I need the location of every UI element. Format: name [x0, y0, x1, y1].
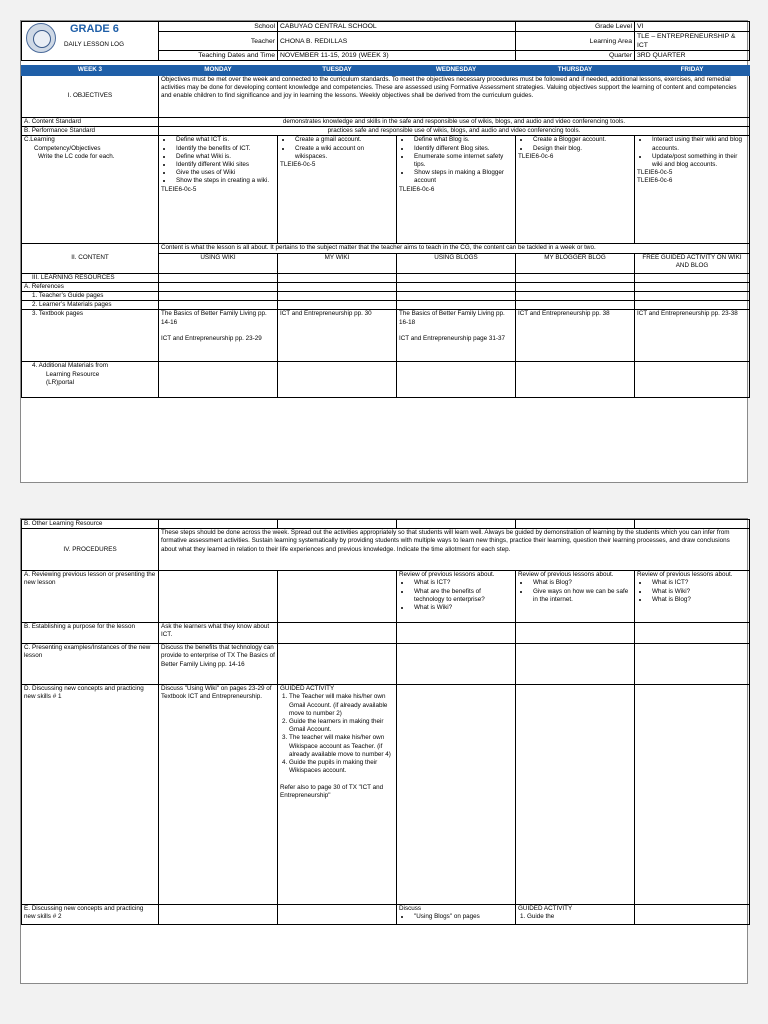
teacher-label: Teacher [159, 32, 278, 51]
discussing-2-label: E. Discussing new concepts and practicing new skills # 2 [22, 905, 159, 925]
topic-friday: FREE GUIDED ACTIVITY ON WIKI AND BLOG [635, 253, 750, 273]
purpose-monday: Ask the learners what they know about ICT. [159, 623, 278, 644]
lesson-log-page-1 [20, 20, 748, 483]
textbook-monday: The Basics of Better Family Living pp. 14-16 ICT and Entrepreneurship pp. 23-29 [159, 310, 278, 362]
school-label: School [159, 22, 278, 32]
grade-title: GRADE 6 [70, 23, 119, 35]
references-label: A. References [22, 282, 159, 291]
performance-standard-label: B. Performance Standard [22, 127, 159, 136]
learning-resources-label: III. LEARNING RESOURCES [22, 273, 159, 282]
topic-thursday: MY BLOGGER BLOG [516, 253, 635, 273]
competency-friday: • Interact using their wiki and blog accounts. • Update/post something in their wiki and blog accounts. TLEIE6-0c-5 TLEIE6-0c-6 [635, 136, 750, 244]
dates-value: NOVEMBER 11-15, 2019 (WEEK 3) [278, 51, 516, 61]
discussing-2-wednesday: Discuss • "Using Blogs" on pages [397, 905, 516, 925]
day-friday: FRIDAY [635, 66, 750, 76]
dates-label: Teaching Dates and Time [159, 51, 278, 61]
topic-wednesday: USING BLOGS [397, 253, 516, 273]
textbook-label: 3. Textbook pages [22, 310, 159, 362]
objectives-text: Objectives must be met over the week and connected to the curriculum standards. To meet the objectives necessary procedures must be followed and if needed, additional lessons, exercises, and remedial activities may be done for developing content knowledge and competencies. These are assessed using Formative Assessment strategies. Valuing objectives support the learning of content and competencies and enable children to find significance and joy in learning the lessons. Weekly objectives shall be derived from the curriculum guides. [159, 76, 750, 118]
purpose-label: B. Establishing a purpose for the lesson [22, 623, 159, 644]
quarter-value: 3RD QUARTER [635, 51, 750, 61]
content-text: Content is what the lesson is all about. It pertains to the subject matter that the teacher aims to teach in the CG, the content can be tackled in a week or two. [159, 244, 750, 253]
topic-monday: USING WIKI [159, 253, 278, 273]
review-friday: Review of previous lessons about. • What is ICT? • What is Wiki? • What is Blog? [635, 571, 750, 623]
objectives-label: I. OBJECTIVES [22, 76, 159, 118]
presenting-label: C. Presenting examples/Instances of the new lesson [22, 644, 159, 685]
discussing-1-monday: Discuss "Using Wiki" on pages 23-29 of Textbook ICT and Entrepreneurship. [159, 685, 278, 905]
competency-label: C.Learning Competency/Objectives Write the LC code for each. [22, 136, 159, 244]
content-standard-text: demonstrates knowledge and skills in the safe and responsible use of wikis, blogs, and audio and video conferencing tools. [159, 118, 750, 127]
textbook-thursday: ICT and Entrepreneurship pp. 38 [516, 310, 635, 362]
day-monday: MONDAY [159, 66, 278, 76]
competency-monday: • Define what ICT is. • Identify the benefits of ICT. • Define what Wiki is. • Identify different Wiki sites • Give the uses of Wiki • Show the steps in creating a wiki. TLEIE6-0c-5 [159, 136, 278, 244]
competency-tuesday: • Create a gmail account. • Create a wiki account on wikispaces. TLEIE6-0c-5 [278, 136, 397, 244]
discussing-1-label: D. Discussing new concepts and practicing new skills # 1 [22, 685, 159, 905]
header-logo-cell [22, 22, 159, 61]
school-value: CABUYAO CENTRAL SCHOOL [278, 22, 516, 32]
learning-area-label: Learning Area [516, 32, 635, 51]
content-label: II. CONTENT [22, 244, 159, 273]
textbook-wednesday: The Basics of Better Family Living pp. 16-18 ICT and Entrepreneurship page 31-37 [397, 310, 516, 362]
textbook-tuesday: ICT and Entrepreneurship pp. 30 [278, 310, 397, 362]
content-standard-label: A. Content Standard [22, 118, 159, 127]
competency-wednesday: • Define what Blog is. • Identify different Blog sites. • Enumerate some internet safety tips. • Show steps in making a Blogger account TLEIE6-0c-6 [397, 136, 516, 244]
review-wednesday: Review of previous lessons about. • What is ICT? • What are the benefits of technology to enterprise? • What is Wiki? [397, 571, 516, 623]
lesson-log-table-1 [21, 21, 750, 398]
lesson-log-table-2 [21, 519, 750, 925]
review-thursday: Review of previous lessons about. • What is Blog? • Give ways on how we can be safe in the internet. [516, 571, 635, 623]
teachers-guide-label: 1. Teacher’s Guide pages [22, 292, 159, 301]
competency-thursday: • Create a Blogger account. • Design their blog. TLEIE6-0c-6 [516, 136, 635, 244]
lesson-log-page-2 [20, 518, 748, 984]
reviewing-label: A. Reviewing previous lesson or presenting the new lesson [22, 571, 159, 623]
textbook-friday: ICT and Entrepreneurship pp. 23-38 [635, 310, 750, 362]
learners-materials-label: 2. Learner’s Materials pages [22, 301, 159, 310]
other-resource-label: B. Other Learning Resource [22, 520, 159, 529]
presenting-monday: Discuss the benefits that technology can provide to enterprise of TX The Basics of Better Family Living pp. 14-16 [159, 644, 278, 685]
day-wednesday: WEDNESDAY [397, 66, 516, 76]
day-tuesday: TUESDAY [278, 66, 397, 76]
discussing-1-tuesday: GUIDED ACTIVITY 1. The Teacher will make his/her own Gmail Account. (if already available move to number 2) 2. Guide the learners in making their Gmail Account. 3. The teacher will make his/her own Wikispace account as Teacher. (if already available move to number 4) 4. Guide the pupils in making their Wikispaces account. Refer also to page 30 of TX "ICT and Entrepreneurship" [278, 685, 397, 905]
teacher-value: CHONA B. REDILLAS [278, 32, 516, 51]
learning-area-value: TLE – ENTREPRENEURSHIP & ICT [635, 32, 750, 51]
deped-seal-icon [26, 23, 56, 53]
discussing-2-thursday: GUIDED ACTIVITY 1. Guide the [516, 905, 635, 925]
procedures-label: IV. PROCEDURES [22, 529, 159, 571]
quarter-label: Quarter [516, 51, 635, 61]
grade-level-label: Grade Level [516, 22, 635, 32]
day-thursday: THURSDAY [516, 66, 635, 76]
performance-standard-text: practices safe and responsible use of wikis, blogs, and audio and video conferencing tools. [159, 127, 750, 136]
week-label: WEEK 3 [22, 66, 159, 76]
topic-tuesday: MY WIKI [278, 253, 397, 273]
grade-level-value: VI [635, 22, 750, 32]
log-title: DAILY LESSON LOG [64, 41, 124, 48]
procedures-text: These steps should be done across the week. Spread out the activities appropriately so that students will learn well. Always be guided by demonstration of learning by the students which you can infer from formative assessment activities. Sustain learning systematically by providing students with multiple ways to learn new things, practice their learning, question their learning processes, and draw conclusions about what they learned in relation to their life experiences and previous knowledge. Indicate the time allotment for each step. [159, 529, 750, 571]
additional-materials-label: 4. Additional Materials from Learning Resource (LR)portal [22, 362, 159, 398]
